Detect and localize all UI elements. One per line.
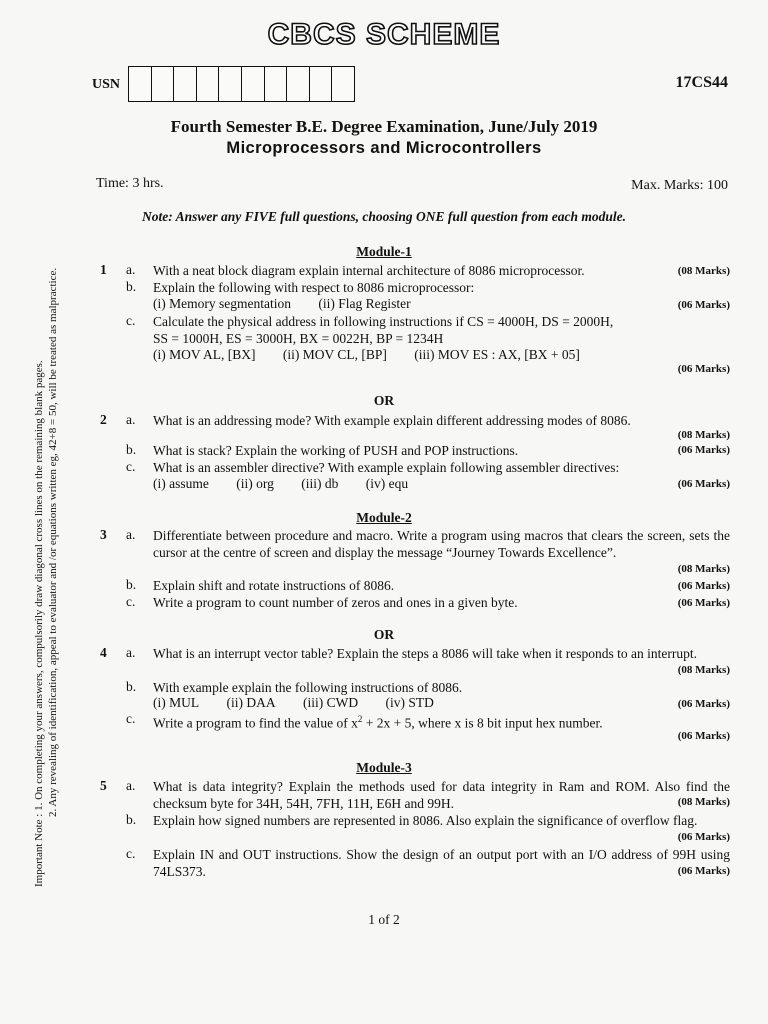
- usn-digit-box[interactable]: [264, 66, 288, 102]
- part-label: c.: [126, 594, 136, 609]
- option: (iv) equ: [365, 476, 409, 491]
- question-text: What is an interrupt vector table? Explain the steps a 8086 will take when it responds to an interrupt.: [153, 646, 697, 661]
- question-text: [153, 711, 730, 732]
- scheme-title: CBCS SCHEME: [267, 18, 501, 51]
- option: (i) assume: [153, 476, 209, 491]
- usn-digit-box[interactable]: [286, 66, 310, 102]
- side-note-line-1: Important Note : 1. On completing your answers, compulsorily draw diagonal cross lines on the remaining blank pages.: [33, 360, 45, 887]
- usn-digit-box[interactable]: [309, 66, 333, 102]
- marks-label: (06 Marks): [677, 444, 730, 456]
- or-divider: OR: [373, 627, 395, 642]
- question-text: Explain the following with respect to 8086 microprocessor:: [153, 280, 475, 295]
- question-text: Explain how signed numbers are represented in 8086. Also explain the significance of overflow flag.: [153, 813, 698, 828]
- question-text: What is data integrity? Explain the methods used for data integrity in Ram and ROM. Also find the checksum byte for 34H, 54H, 7FH, 11H, E6H and 99H.: [153, 779, 730, 811]
- usn-digit-box[interactable]: [151, 66, 175, 102]
- page-number: 1 of 2: [368, 912, 400, 927]
- question-number-2: 2: [100, 412, 107, 427]
- part-label: b.: [126, 279, 137, 294]
- question-text: With a neat block diagram explain internal architecture of 8086 microprocessor.: [153, 263, 585, 278]
- option: (i) MOV AL, [BX]: [153, 347, 256, 362]
- part-label: c.: [126, 711, 136, 726]
- marks-label: (06 Marks): [677, 299, 730, 311]
- usn-boxes: [128, 66, 354, 102]
- option-list: [153, 296, 435, 312]
- option: (iii) CWD: [303, 695, 359, 710]
- usn-digit-box[interactable]: [241, 66, 265, 102]
- marks-label: (06 Marks): [677, 730, 730, 742]
- option: (iii) db: [301, 476, 339, 491]
- marks-label: (06 Marks): [677, 831, 730, 843]
- instructions-note: Note: Answer any FIVE full questions, choosing ONE full question from each module.: [141, 209, 627, 224]
- marks-label: (08 Marks): [677, 664, 730, 676]
- question-text-part: Write a program to find the value of x: [153, 715, 358, 731]
- question-text: Differentiate between procedure and macro. Write a program using macros that clears the screen, sets the cursor at the centre of screen and display the message “Journey Towards Excellence”.: [153, 528, 730, 560]
- option: (i) MUL: [153, 695, 200, 710]
- marks-label: (06 Marks): [677, 865, 730, 877]
- question-text: SS = 1000H, ES = 3000H, BX = 0022H, BP = 1234H: [153, 331, 444, 346]
- question-text-part: + 2x + 5, where x is 8 bit input hex number.: [362, 715, 603, 731]
- side-important-note: [32, 207, 60, 887]
- marks-label: (08 Marks): [677, 796, 730, 808]
- marks-label: (06 Marks): [677, 363, 730, 375]
- time-allowed: Time: 3 hrs.: [96, 176, 164, 191]
- option: (ii) org: [236, 476, 274, 491]
- marks-label: (08 Marks): [677, 265, 730, 277]
- question-text: Calculate the physical address in following instructions if CS = 4000H, DS = 2000H,: [153, 314, 614, 329]
- question-number-4: 4: [100, 645, 107, 660]
- question-number-3: 3: [100, 527, 107, 542]
- part-label: a.: [126, 262, 136, 277]
- option: (i) Memory segmentation: [153, 296, 291, 311]
- question-text: Write a program to count number of zeros and ones in a given byte.: [153, 595, 518, 610]
- module-3-heading: Module-3: [356, 760, 412, 775]
- option: (ii) MOV CL, [BP]: [282, 347, 387, 362]
- usn-digit-box[interactable]: [128, 66, 152, 102]
- part-label: a.: [126, 527, 136, 542]
- part-label: c.: [126, 313, 136, 328]
- option: (ii) DAA: [226, 695, 276, 710]
- part-label: b.: [126, 442, 137, 457]
- superscript: 2: [357, 714, 363, 724]
- exam-title: Fourth Semester B.E. Degree Examination, June/July 2019: [170, 117, 598, 136]
- question-text: What is an addressing mode? With example explain different addressing modes of 8086.: [153, 413, 631, 428]
- subject-title: Microprocessors and Microcontrollers: [226, 139, 542, 157]
- usn-digit-box[interactable]: [196, 66, 220, 102]
- part-label: b.: [126, 577, 137, 592]
- part-label: a.: [126, 778, 136, 793]
- max-marks: Max. Marks: 100: [631, 178, 728, 193]
- part-label: c.: [126, 459, 136, 474]
- question-text: Explain shift and rotate instructions of 8086.: [153, 578, 395, 593]
- option-list: [153, 695, 458, 711]
- side-note-line-2: 2. Any revealing of identification, appeal to evaluator and /or equations written eg, 42+8 = 50, will be treated as malpractice.: [47, 267, 59, 817]
- part-label: a.: [126, 645, 136, 660]
- question-text: Explain IN and OUT instructions. Show the design of an output port with an I/O address of 99H using 74LS373.: [153, 847, 730, 879]
- option: (ii) Flag Register: [318, 296, 411, 311]
- option-list: [153, 476, 432, 492]
- marks-label: (06 Marks): [677, 478, 730, 490]
- question-number-1: 1: [100, 262, 107, 277]
- option: (iii) MOV ES : AX, [BX + 05]: [414, 347, 580, 362]
- part-label: b.: [126, 812, 137, 827]
- question-text: With example explain the following instructions of 8086.: [153, 680, 463, 695]
- usn-digit-box[interactable]: [331, 66, 355, 102]
- part-label: a.: [126, 412, 136, 427]
- question-number-5: 5: [100, 778, 107, 793]
- marks-label: (06 Marks): [677, 597, 730, 609]
- usn-label: USN: [92, 77, 121, 92]
- usn-digit-box[interactable]: [218, 66, 242, 102]
- part-label: c.: [126, 846, 136, 861]
- usn-digit-box[interactable]: [173, 66, 197, 102]
- or-divider: OR: [373, 393, 395, 408]
- module-1-heading: Module-1: [356, 244, 412, 259]
- marks-label: (08 Marks): [677, 563, 730, 575]
- marks-label: (06 Marks): [677, 698, 730, 710]
- option-list: [153, 347, 604, 363]
- module-2-heading: Module-2: [356, 510, 412, 525]
- marks-label: (06 Marks): [677, 580, 730, 592]
- subject-code: 17CS44: [675, 74, 728, 91]
- question-text: What is stack? Explain the working of PUSH and POP instructions.: [153, 443, 519, 458]
- part-label: b.: [126, 679, 137, 694]
- question-text: What is an assembler directive? With example explain following assembler directives:: [153, 460, 620, 475]
- option: (iv) STD: [385, 695, 434, 710]
- marks-label: (08 Marks): [677, 429, 730, 441]
